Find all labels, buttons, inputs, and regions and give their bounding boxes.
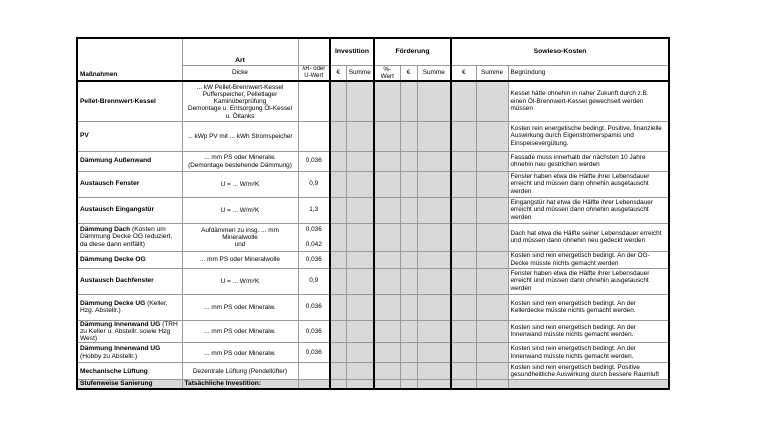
- row-name: [77, 294, 182, 320]
- row-sowieso-euro: [451, 223, 476, 251]
- row-sowieso-summe: [476, 363, 508, 380]
- row-foerd-summe: [417, 81, 451, 121]
- row-begruendung: [508, 121, 669, 151]
- row-begruendung-text: Kosten sind rein energetisch bedingt. An der Kellerdecke müsste nichts gemacht werden.: [510, 299, 636, 314]
- row-invest-summe: [346, 121, 374, 151]
- row-begruendung: [508, 223, 669, 251]
- row-name-label: Dämmung Innenwand UG: [80, 345, 161, 353]
- table-row: [77, 320, 669, 343]
- table-row: [77, 251, 669, 268]
- row-art-text: U = ... W/m²K: [220, 206, 260, 214]
- row-foerd-euro: [400, 294, 417, 320]
- row-foerd-prozent: [374, 251, 400, 268]
- table-row: [77, 223, 669, 251]
- row-wert-text: 0,9: [309, 180, 319, 188]
- row-foerd-summe: [417, 251, 451, 268]
- row-sowieso-summe: [476, 151, 508, 171]
- row-foerd-summe: [417, 268, 451, 294]
- row-sowieso-euro: [451, 121, 476, 151]
- header-sowieso-euro: €: [451, 65, 476, 81]
- row-begruendung: [508, 171, 669, 197]
- footer-art: Tatsächliche Investition:: [182, 380, 298, 389]
- row-begruendung-text: Dach hat etwa die Hälfte seiner Lebensdauer erreicht und müssen dann ohnehin neu gedeckt werden: [510, 229, 662, 244]
- row-invest-summe: [346, 223, 374, 251]
- table-row: [77, 343, 669, 363]
- row-wert: [298, 294, 330, 320]
- row-invest-summe: [346, 251, 374, 268]
- row-begruendung: [508, 363, 669, 380]
- row-art-text: ... mm PS oder Mineralw.: [204, 328, 276, 336]
- row-wert-text: 0,9: [309, 277, 319, 285]
- header-foerd-prozent: %-Wert: [374, 65, 400, 81]
- row-sowieso-euro: [451, 251, 476, 268]
- row-begruendung-text: Kosten sind rein energetisch bedingt. Positive gesundheitliche Auswirkung durch bessere Raumluft: [510, 363, 659, 379]
- header-foerd-summe: Summe: [417, 65, 451, 81]
- header-foerd-euro: €: [400, 65, 417, 81]
- header-art: Art: [182, 38, 298, 65]
- row-foerd-prozent: [374, 223, 400, 251]
- row-name: [77, 320, 182, 343]
- cost-table-sheet: [76, 37, 670, 390]
- row-foerd-euro: [400, 121, 417, 151]
- row-art: [182, 81, 298, 121]
- header-massnahmen: Maßnahmen: [77, 38, 182, 81]
- row-art: [182, 197, 298, 223]
- row-art-text: ... kWp PV mit ... kWh Stromspeicher: [187, 132, 293, 140]
- row-foerd-summe: [417, 151, 451, 171]
- row-foerd-euro: [400, 151, 417, 171]
- row-foerd-euro: [400, 197, 417, 223]
- row-sowieso-euro: [451, 363, 476, 380]
- row-art-text: ... mm PS oder Mineralw.: [204, 303, 276, 311]
- row-wert-text: 0,036: [305, 349, 322, 356]
- row-art-text: ... kW Pellet-Brennwert-Kessel Pufferspeicher, Pelletlager Kaminüberprüfung Demontage u. Entsorgung Öl-Kessel u. Öltanks: [187, 83, 293, 120]
- row-invest-summe: [346, 363, 374, 380]
- row-invest-summe: [346, 81, 374, 121]
- row-foerd-summe: [417, 171, 451, 197]
- row-sowieso-summe: [476, 251, 508, 268]
- row-begruendung: [508, 151, 669, 171]
- row-invest-euro: [330, 268, 346, 294]
- row-invest-summe: [346, 320, 374, 343]
- table-row: [77, 294, 669, 320]
- row-foerd-euro: [400, 343, 417, 363]
- table-row: [77, 81, 669, 121]
- row-foerd-summe: [417, 121, 451, 151]
- row-foerd-summe: [417, 197, 451, 223]
- row-name: [77, 171, 182, 197]
- row-begruendung-text: Kosten sind rein energetisch bedingt. An der Innenwand müsste nichts gemacht werden.: [510, 324, 636, 339]
- row-art-text: ... mm PS oder Mineralw. (Demontage bestehende Dämmung): [188, 154, 292, 169]
- row-name-note: (Kosten um Dämmung Decke OG reduziert, da diese dann entfällt): [80, 226, 173, 248]
- header-invest-summe: Summe: [346, 65, 374, 81]
- row-wert-text: 0,036 0,042: [305, 226, 322, 248]
- row-wert-text: 0,036: [305, 303, 322, 311]
- row-begruendung-text: Fenster haben etwa die Hälfte ihrer Lebensdauer erreicht und müssen dann ohnehin ausgetauscht werden: [510, 270, 650, 292]
- cost-table: [76, 37, 670, 390]
- row-wert: [298, 363, 330, 380]
- row-begruendung-text: Eingangstür hat etwa die Hälfte ihrer Lebensdauer erreicht und müssen dann ohnehin ausgetauscht werden: [510, 199, 653, 221]
- row-art: [182, 171, 298, 197]
- row-wert: [298, 171, 330, 197]
- row-name: [77, 81, 182, 121]
- row-invest-euro: [330, 363, 346, 380]
- header-invest-euro: €: [330, 65, 346, 81]
- row-foerd-prozent: [374, 294, 400, 320]
- row-art: [182, 121, 298, 151]
- row-invest-euro: [330, 251, 346, 268]
- row-invest-euro: [330, 121, 346, 151]
- row-name-label: Mechanische Lüftung: [80, 367, 148, 375]
- row-foerd-summe: [417, 363, 451, 380]
- row-wert: [298, 223, 330, 251]
- row-art-text: Dezentrale Lüftung (Pendellüfter): [192, 368, 288, 375]
- row-sowieso-summe: [476, 268, 508, 294]
- row-begruendung-text: Fassade muss innerhalb der nächsten 10 Jahre ohnehin neu gestrichen werden: [510, 153, 646, 168]
- row-wert: [298, 121, 330, 151]
- row-name-note: (Hobby zu Abstellr.): [80, 352, 138, 360]
- row-invest-summe: [346, 151, 374, 171]
- row-foerd-euro: [400, 81, 417, 121]
- row-art: [182, 251, 298, 268]
- row-art-text: U = ... W/m²K: [220, 180, 260, 188]
- row-foerd-prozent: [374, 121, 400, 151]
- row-foerd-prozent: [374, 268, 400, 294]
- row-wert: [298, 197, 330, 223]
- row-invest-summe: [346, 171, 374, 197]
- row-art: [182, 151, 298, 171]
- row-foerd-summe: [417, 320, 451, 343]
- header-dicke: Dicke: [182, 65, 298, 81]
- row-begruendung: [508, 197, 669, 223]
- row-invest-euro: [330, 343, 346, 363]
- row-name-label: Dämmung Außenwand: [80, 157, 152, 165]
- row-sowieso-summe: [476, 294, 508, 320]
- table-row: [77, 197, 669, 223]
- row-foerd-prozent: [374, 197, 400, 223]
- row-sowieso-euro: [451, 81, 476, 121]
- row-begruendung-text: Fenster haben etwa die Hälfte ihrer Lebensdauer erreicht und müssen dann ohnehin ausgetauscht werden: [510, 173, 650, 195]
- row-invest-summe: [346, 294, 374, 320]
- row-name: [77, 363, 182, 380]
- row-sowieso-summe: [476, 320, 508, 343]
- row-wert: [298, 343, 330, 363]
- row-foerd-prozent: [374, 363, 400, 380]
- row-wert: [298, 268, 330, 294]
- row-invest-summe: [346, 197, 374, 223]
- table-row: [77, 151, 669, 171]
- row-name: [77, 197, 182, 223]
- row-begruendung: [508, 294, 669, 320]
- row-foerd-prozent: [374, 343, 400, 363]
- row-name-label: Dämmung Dach: [80, 226, 131, 234]
- row-art: [182, 268, 298, 294]
- row-art: [182, 294, 298, 320]
- row-name-note: (TRH zu Keller u. Abstellr. sowie Hzg West): [80, 320, 178, 342]
- row-art-text: Aufdämmen zu insg. ... mm Mineralwolle und: [201, 226, 279, 249]
- row-begruendung-text: Kosten sind rein energetisch bedingt. An der Innenwand müsste nichts gemacht werden.: [510, 345, 636, 360]
- row-foerd-prozent: [374, 81, 400, 121]
- row-foerd-euro: [400, 268, 417, 294]
- row-art-text: ... mm PS oder Mineralwolle: [200, 256, 280, 264]
- row-sowieso-summe: [476, 197, 508, 223]
- row-foerd-euro: [400, 251, 417, 268]
- row-wert: [298, 151, 330, 171]
- row-begruendung: [508, 81, 669, 121]
- table-row: [77, 268, 669, 294]
- row-begruendung: [508, 268, 669, 294]
- row-foerd-euro: [400, 223, 417, 251]
- table-row: [77, 171, 669, 197]
- row-wert-text: 0,036: [305, 327, 322, 335]
- row-invest-euro: [330, 171, 346, 197]
- row-name-label: Pellet-Brennwert-Kessel: [80, 97, 156, 105]
- row-sowieso-euro: [451, 343, 476, 363]
- row-name-note: (Keller, Hzg. Abstellr.): [80, 299, 168, 314]
- row-sowieso-euro: [451, 151, 476, 171]
- row-art-text: ... mm PS oder Mineralw.: [204, 349, 276, 357]
- header-foerderung: Förderung: [374, 38, 451, 65]
- row-begruendung: [508, 320, 669, 343]
- row-sowieso-euro: [451, 294, 476, 320]
- row-foerd-summe: [417, 223, 451, 251]
- row-sowieso-euro: [451, 197, 476, 223]
- footer-label: Stufenweise Sanierung: [77, 380, 182, 389]
- row-invest-euro: [330, 81, 346, 121]
- row-sowieso-summe: [476, 81, 508, 121]
- row-foerd-summe: [417, 343, 451, 363]
- row-sowieso-euro: [451, 320, 476, 343]
- row-art: [182, 343, 298, 363]
- header-investition: Investition: [330, 38, 374, 65]
- row-name-label: Dämmung Decke OG: [80, 255, 146, 263]
- row-foerd-euro: [400, 363, 417, 380]
- row-begruendung: [508, 251, 669, 268]
- header-begruendung: Begründung: [508, 65, 669, 81]
- header-lambda: λR- oder U-Wert: [298, 65, 330, 81]
- row-name: [77, 223, 182, 251]
- row-sowieso-euro: [451, 171, 476, 197]
- row-wert-text: 0,036: [305, 157, 322, 165]
- row-name-label: Austausch Fenster: [80, 180, 140, 188]
- row-invest-euro: [330, 320, 346, 343]
- table-row: [77, 363, 669, 380]
- row-name-label: Austausch Dachfenster: [80, 277, 154, 285]
- row-name: [77, 343, 182, 363]
- row-invest-summe: [346, 343, 374, 363]
- row-art: [182, 320, 298, 343]
- row-begruendung-text: Kosten rein energetische bedingt. Positive, finanzielle Auswirkung durch Eigenstromerspamis und Einspeisevergütung.: [510, 125, 662, 147]
- row-foerd-prozent: [374, 171, 400, 197]
- row-foerd-euro: [400, 320, 417, 343]
- row-wert: [298, 251, 330, 268]
- row-invest-euro: [330, 294, 346, 320]
- row-wert-text: 0,036: [305, 255, 322, 263]
- row-sowieso-summe: [476, 121, 508, 151]
- header-sowieso-summe: Summe: [476, 65, 508, 81]
- row-invest-euro: [330, 223, 346, 251]
- row-foerd-summe: [417, 294, 451, 320]
- row-sowieso-summe: [476, 223, 508, 251]
- row-sowieso-euro: [451, 268, 476, 294]
- header-sowieso: Sowieso-Kosten: [451, 38, 669, 65]
- row-sowieso-summe: [476, 343, 508, 363]
- row-invest-euro: [330, 151, 346, 171]
- row-wert-text: 1,3: [309, 206, 319, 214]
- row-name-label: Austausch Eingangstür: [80, 206, 155, 214]
- row-name-label: Dämmung Innenwand UG: [80, 320, 161, 328]
- table-row: [77, 121, 669, 151]
- row-art: [182, 223, 298, 251]
- row-name: [77, 268, 182, 294]
- row-name-label: PV: [80, 132, 89, 140]
- row-begruendung-text: Kessel hätte ohnehin in naher Zukunft durch z.B. einen Öl-Brennwert-Kessel gewechselt werden müssen: [510, 90, 649, 112]
- row-art: [182, 363, 298, 380]
- row-invest-euro: [330, 197, 346, 223]
- row-begruendung-text: Kosten sind rein energetisch bedingt. An der OG-Decke müsste nichts gemacht werden: [510, 252, 650, 267]
- row-wert: [298, 320, 330, 343]
- row-name-label: Dämmung Decke UG: [80, 299, 146, 307]
- row-foerd-prozent: [374, 151, 400, 171]
- row-name: [77, 151, 182, 171]
- row-sowieso-summe: [476, 171, 508, 197]
- row-invest-summe: [346, 268, 374, 294]
- row-name: [77, 121, 182, 151]
- row-foerd-prozent: [374, 320, 400, 343]
- row-art-text: U = ... W/m²K: [220, 277, 260, 285]
- row-foerd-euro: [400, 171, 417, 197]
- row-wert: [298, 81, 330, 121]
- row-name: [77, 251, 182, 268]
- row-begruendung: [508, 343, 669, 363]
